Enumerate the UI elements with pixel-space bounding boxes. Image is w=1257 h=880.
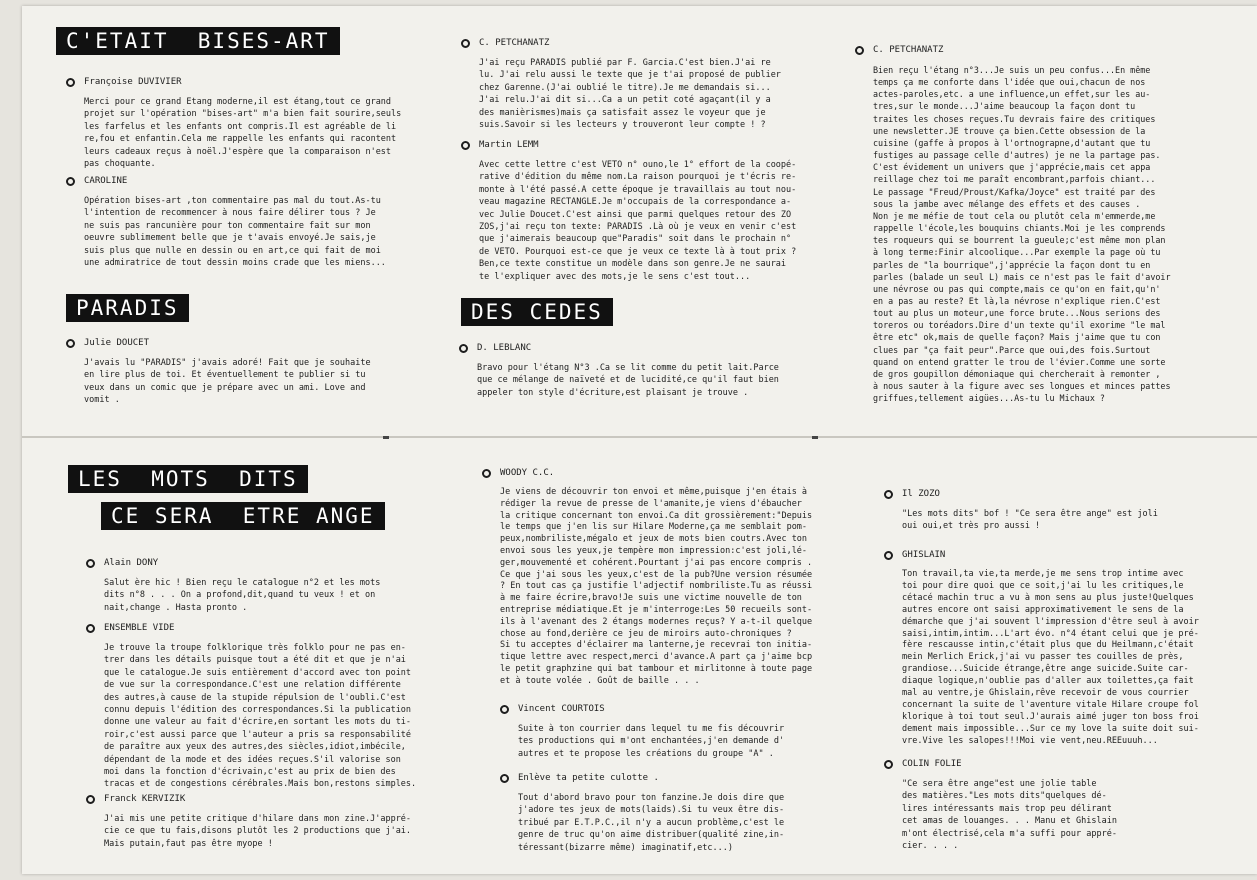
bullet-icon — [86, 559, 95, 568]
heading-bises-art: C'ETAIT BISES-ART — [56, 27, 340, 55]
letter-ensemble-vide — [86, 622, 416, 791]
author-name: C. PETCHANATZ — [479, 38, 550, 48]
author-name: Julie DOUCET — [84, 338, 150, 348]
letter-courtois — [500, 703, 784, 760]
bullet-icon — [500, 705, 509, 714]
bullet-icon — [86, 795, 95, 804]
bullet-icon — [461, 141, 470, 150]
letter-culotte — [500, 772, 784, 854]
bullet-icon — [884, 490, 893, 499]
author-name: C. PETCHANATZ — [873, 45, 944, 55]
letter-text: "Ce sera être ange"est une jolie table des matières."Les mots dits"quelques dé- lires intéressants mais trop peu délirant cet amas de louanges. . . Manu et Ghislain m'ont électrisé,cela m'a suffi pour appré- cier. . . . — [902, 779, 1117, 852]
bullet-icon — [66, 339, 75, 348]
bullet-icon — [884, 551, 893, 560]
heading-les-mots-dits: LES MOTS DITS — [68, 465, 308, 493]
letter-doucet — [66, 337, 371, 407]
heading-paradis: PARADIS — [66, 294, 189, 322]
letter-text: Je trouve la troupe folklorique très folklo pour ne pas en- trer dans les détails puisque tout a été dit et que je n'ai que le catalogue.Je suis entièrement d'accord avec ton point de vue sur la correspondance.C'est une relation différente des autres,à cause de la stupide répulsion de l'oubli.C'est connu depuis l'édition des correspondances.Si la publication donne une valeur au fait d'écrire,en sortant les mots du ti- roir,c'est aussi parce que l'auteur a pris sa responsabilité de paraître aux yeux des autres,des siècles,idiot,imbécile, dépendant de la mode et des idées reçues.S'il valorise son moi dans la fonction d'écrivain,c'est au prix de bien des tracas et de congestions cérébrales.Mais bon,restons simples. — [104, 643, 417, 790]
letter-text: Opération bises-art ,ton commentaire pas mal du tout.As-tu l'intention de recommencer à nous faire délirer tous ? Je ne suis pas rancunière pour ton commentaire fait sur mon oeuvre sublimement belle que je t'avais envoyé.Je sais,je suis plus que nulle en dessin ou en art,ce qui fait de moi une admiratrice de tout dessin moins crade que les miens... — [84, 196, 386, 269]
letter-duvivier — [66, 76, 401, 170]
bullet-icon — [459, 344, 468, 353]
letter-text: Avec cette lettre c'est VETO n° ouno,le 1° effort de la coopé- rative d'édition du même nom.La raison pourquoi je t'écris re- monte à l'été passé.A cette époque je travaillais au tout nou- veau magazine RECTANGLE.Je m'occupais de la correspondance a- vec Julie Doucet.C'est ainsi que parmi quelques retour des ZO ZOS,j'ai reçu ton texte: PARADIS .Là où je veux en venir c'est que j'aimerais beaucoup que"Paradis" soit dans le prochain n° de VETO. Pourquoi est-ce que je veux ce texte là à tout prix ? Ben,ce texte constitue un modèle dans son genre.Je ne saurai te l'expliquer avec des mots,je le sens c'est tout... — [479, 160, 797, 282]
letter-petchanatz-2 — [855, 44, 1171, 404]
author-name: Enlève ta petite culotte . — [518, 773, 659, 783]
letter-text: Merci pour ce grand Etang moderne,il est étang,tout ce grand projet sur l'opération "bises-art" m'a bien fait sourire,seuls les farfelus et les enfants ont compris.Il est agréable de li re,fou et enfantin.Cela me rappelle les enfants qui racontent leurs cadeaux reçus à noël.J'espère que la comparaison n'est pas choquante. — [84, 97, 402, 170]
letter-text: J'ai reçu PARADIS publié par F. Garcia.C'est bien.J'ai re lu. J'ai relu aussi le texte que je t'ai proposé de publier chez Garenne.(J'ai oublié le titre).Je me demandais si... J'ai relu.J'ai dit si...Ca a un petit coté agaçant(il y a des manièrismes)mais ça satisfait assez le voyeur que je suis.Savoir si les lecteurs y trouveront leur compte ! ? — [479, 58, 781, 131]
letter-zozo — [884, 488, 1158, 533]
letter-text: J'avais lu "PARADIS" j'avais adoré! Fait que je souhaite en lire plus de toi. Et éventuellement te publier si tu veux dans un comic que je prépare avec un ami. Love and vomit . — [84, 358, 371, 406]
author-name: CAROLINE — [84, 176, 128, 186]
author-name: Il ZOZO — [902, 489, 940, 499]
bullet-icon — [86, 624, 95, 633]
bullet-icon — [884, 760, 893, 769]
letter-petchanatz-1 — [461, 37, 781, 131]
letter-leblanc — [459, 342, 779, 399]
author-name: D. LEBLANC — [477, 343, 532, 353]
staple — [383, 436, 389, 439]
letter-caroline — [66, 175, 386, 269]
letter-text: Ton travail,ta vie,ta merde,je me sens trop intime avec toi pour dire quoi que ce soit,j'ai lu les critiques,le cétacé machin truc a vu à mon sens au plus juste!Quelques autres encore ont saisi approximativement le sens de la démarche que j'ai souvent l'impression d'être seul à avoir saisi,intim,intim...L'art évo. n°4 étant celui que je pré- fère rescausse intin,c'était plus que du Heilmann,c'était mein Merlich Erick,j'ai vu passer tes couilles de près, grandiose...Suicide étrange,être ange suicide.Suite car- diaque logique,n'oublie pas d'aller aux toilettes,ça fait mal au ventre,je Ghislain,rêve recevoir de vous courrier concernant la suite de l'aventure vitale Hilare croupe fol klorique à toi tout seul.J'aurais aimé juger ton boss froi dement mais impossible...Sur ce my love la suite doit sui- vre.Vive les salopes!!!Moi vie vent,neu.REEuuuh... — [902, 569, 1199, 746]
bullet-icon — [66, 177, 75, 186]
letter-text: "Les mots dits" bof ! "Ce sera être ange" est joli oui oui,et très pro aussi ! — [902, 509, 1158, 532]
heading-ce-sera-etre-ange: CE SERA ETRE ANGE — [101, 502, 385, 530]
page-fold — [22, 436, 1257, 438]
letter-text: Tout d'abord bravo pour ton fanzine.Je dois dire que j'adore tes jeux de mots(laids).Si tu veux être dis- tribué par E.T.P.C.,il n'y a aucun problème,c'est le genre de truc qu'on aime distribuer(qualité zine,in- téressant(bizarre même) imaginatif,etc...) — [518, 793, 785, 853]
bullet-icon — [855, 46, 864, 55]
author-name: COLIN FOLIE — [902, 759, 962, 769]
heading-des-cedes: DES CEDES — [461, 298, 613, 326]
letter-woody — [482, 467, 812, 688]
bullet-icon — [482, 469, 491, 478]
letter-kervizik — [86, 793, 411, 850]
letter-text: J'ai mis une petite critique d'hilare dans mon zine.J'appré- cie ce que tu fais,disons plutôt les 2 productions que j'ai. Mais putain,faut pas être myope ! — [104, 814, 412, 849]
letter-dony — [86, 557, 380, 614]
author-name: Alain DONY — [104, 558, 159, 568]
letter-text: Bravo pour l'étang N°3 .Ca se lit comme du petit lait.Parce que ce mélange de naïveté et de lucidité,ce qu'il faut bien appeler ton style d'écriture,est plaisant je trouve . — [477, 363, 779, 398]
letter-folie — [884, 758, 1117, 852]
author-name: Martin LEMM — [479, 140, 539, 150]
bullet-icon — [500, 774, 509, 783]
bullet-icon — [461, 39, 470, 48]
author-name: GHISLAIN — [902, 550, 946, 560]
author-name: ENSEMBLE VIDE — [104, 623, 175, 633]
letter-text: Suite à ton courrier dans lequel tu me fis découvrir tes productions qui m'ont enchantées,j'en demande d' autres et te propose les créations du groupe "A" . — [518, 724, 785, 759]
letter-ghislain — [884, 549, 1199, 748]
author-name: WOODY C.C. — [500, 468, 555, 478]
author-name: Franck KERVIZIK — [104, 794, 186, 804]
author-name: Françoise DUVIVIER — [84, 77, 182, 87]
letter-text: Salut ère hic ! Bien reçu le catalogue n°2 et les mots dits n°8 . . . On a profond,dit,quand tu veux ! et on nait,change . Hasta pronto . — [104, 578, 381, 613]
letter-text: Bien reçu l'étang n°3...Je suis un peu confus...En même temps ça me conforte dans l'idée que oui,chacun de nos actes-paroles,etc. a une influence,un effet,sur les au- tres,sur le monde...J'aime beaucoup la façon dont tu traites les choses reçues.Tu devrais faire des critiques une newsletter.JE trouve ça bien.Cette obsession de la cuisine (gaffe à propos à l'ortnograpne,d'autant que tu fustiges au passage celle d'autres) je ne la partage pas. C'est évidement un univers que j'apprécie,mais cet appa reillage chez toi me paraît encombrant,parfois chiant... Le passage "Freud/Proust/Kafka/Joyce" est traité par des sous la jambe avec mélange des effets et des causes . Non je me méfie de tout cela ou plutôt cela m'emmerde,me rappelle l'école,les bouquins chiants.Moi je les comprends tes roqueurs qui se bourrent la gueule;c'est même mon plan à long terme:Finir alcoolique...Par exemple la page où tu parles de "la bourrique",j'apprécie la façon dont tu en parles (balade un seul L) mais ce n'est pas le fait d'avoir une névrose ou pas qui compte,mais ce qu'on en fait,qu'n' en a pas au reste? Et là,la névrose n'explique rien.C'est tout au plus un moteur,une force brute...Nous serions des toreros ou toréadors.Dire d'un texte qu'il exorime "le mal être etc" ok,mais de quelle façon? Mais j'aime que tu con clues par "ça fait peur".Parce que oui,des fois.Surtout quand on entend gratter le trou de l'évier.Comme une sorte de gros goupillon démoniaque qui chercherait à remonter , à nous sauter à la figure avec ses longues et minces pattes griffues,tellement aigües...As-tu lu Michaux ? — [873, 65, 1171, 404]
staple — [812, 436, 818, 439]
author-name: Vincent COURTOIS — [518, 704, 605, 714]
letter-lemm — [461, 139, 796, 283]
bullet-icon — [66, 78, 75, 87]
letter-text: Je viens de découvrir ton envoi et même,puisque j'en étais à rédiger la revue de presse de l'amanite,je viens d'ébaucher la critique concernant ton envoi.Ca dit grossièrement:"Depuis le temps que j'en lis sur Hilare Moderne,ça me semblait pom- peux,nombriliste,mégalo et jeux de mots bien coutrs.Avec ton envoi sous les yeux,je tempère mon impression:c'est joli,lé- ger,mouvementé et cohérent.Pourtant j'ai pas encore compris . Ce que j'ai sous les yeux,c'est de la pub?Une version résumée ? En tout cas ça justifie l'adjectif nombriliste.Tu as réussi à me faire écrire,bravo!Je suis une victime nouvelle de ton entreprise médiatique.Et je m'interroge:Les 50 recueils sont- ils à l'avenant des 2 étangs modernes reçus? Y a-t-il quelque chose au fond,derière ce jeu de miroirs auto-chroniques ? Si tu acceptes d'éclairer ma lanterne,je recevrai ton initia- tique lettre avec respect,merci d'avance.A part ça j'aime bcp le petit graphzine qui bat tambour et mirlitonne à toute page et à toute volée . Goût de baille . . . — [500, 487, 813, 686]
